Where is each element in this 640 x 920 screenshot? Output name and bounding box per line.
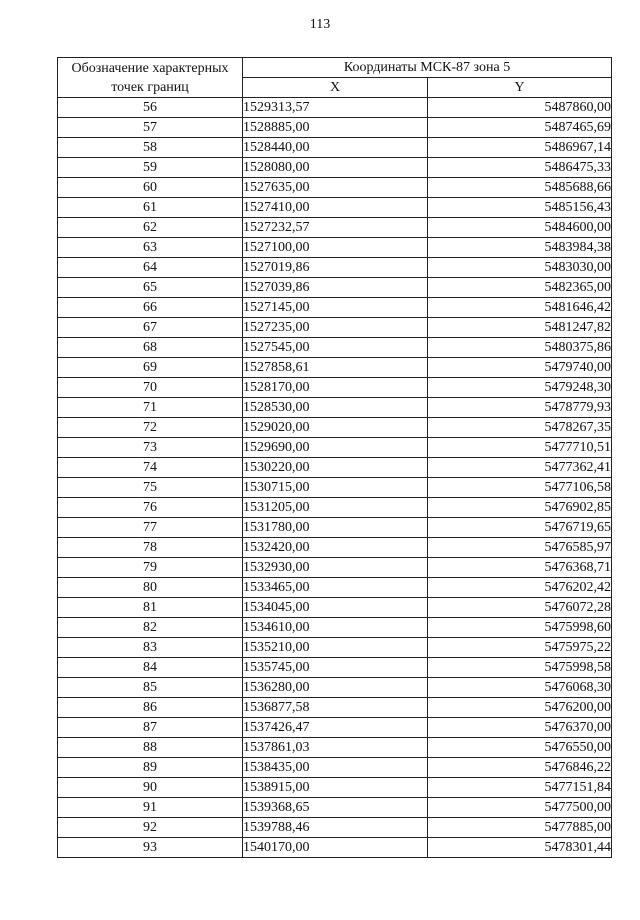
header-point-designation: Обозначение характерных точек границ <box>58 58 243 98</box>
point-cell: 74 <box>58 458 243 478</box>
x-cell: 1535210,00 <box>243 638 428 658</box>
header-y: Y <box>428 78 612 98</box>
table-row <box>58 678 612 698</box>
point-cell: 63 <box>58 238 243 258</box>
table-row <box>58 518 612 538</box>
point-cell: 91 <box>58 798 243 818</box>
point-cell: 85 <box>58 678 243 698</box>
x-cell: 1534610,00 <box>243 618 428 638</box>
x-cell: 1527858,61 <box>243 358 428 378</box>
table-row <box>58 498 612 518</box>
x-cell: 1527039,86 <box>243 278 428 298</box>
point-cell: 62 <box>58 218 243 238</box>
y-cell: 5478267,35 <box>428 418 612 438</box>
y-cell: 5480375,86 <box>428 338 612 358</box>
point-cell: 60 <box>58 178 243 198</box>
table-row <box>58 338 612 358</box>
header-x: X <box>243 78 428 98</box>
table-row <box>58 318 612 338</box>
point-cell: 58 <box>58 138 243 158</box>
point-cell: 92 <box>58 818 243 838</box>
table-row <box>58 298 612 318</box>
table-row <box>58 798 612 818</box>
table-row <box>58 358 612 378</box>
y-cell: 5486967,14 <box>428 138 612 158</box>
coordinates-table <box>57 57 612 858</box>
y-cell: 5475975,22 <box>428 638 612 658</box>
table-row <box>58 778 612 798</box>
y-cell: 5476550,00 <box>428 738 612 758</box>
table-row <box>58 378 612 398</box>
table-row <box>58 178 612 198</box>
table-row <box>58 98 612 118</box>
table-row <box>58 658 612 678</box>
y-cell: 5476719,65 <box>428 518 612 538</box>
x-cell: 1527410,00 <box>243 198 428 218</box>
table-row <box>58 558 612 578</box>
table-row <box>58 458 612 478</box>
table-row <box>58 438 612 458</box>
point-cell: 78 <box>58 538 243 558</box>
point-cell: 79 <box>58 558 243 578</box>
table-row <box>58 238 612 258</box>
y-cell: 5487465,69 <box>428 118 612 138</box>
x-cell: 1531205,00 <box>243 498 428 518</box>
x-cell: 1529313,57 <box>243 98 428 118</box>
point-cell: 61 <box>58 198 243 218</box>
y-cell: 5476585,97 <box>428 538 612 558</box>
x-cell: 1527635,00 <box>243 178 428 198</box>
table-row <box>58 738 612 758</box>
point-cell: 66 <box>58 298 243 318</box>
header-coordinates: Координаты МСК-87 зона 5 <box>243 58 612 78</box>
point-cell: 70 <box>58 378 243 398</box>
point-cell: 80 <box>58 578 243 598</box>
table-row <box>58 758 612 778</box>
y-cell: 5481247,82 <box>428 318 612 338</box>
table-row <box>58 698 612 718</box>
x-cell: 1527232,57 <box>243 218 428 238</box>
x-cell: 1532930,00 <box>243 558 428 578</box>
y-cell: 5476846,22 <box>428 758 612 778</box>
point-cell: 93 <box>58 838 243 858</box>
point-cell: 82 <box>58 618 243 638</box>
point-cell: 65 <box>58 278 243 298</box>
x-cell: 1539368,65 <box>243 798 428 818</box>
x-cell: 1532420,00 <box>243 538 428 558</box>
y-cell: 5485688,66 <box>428 178 612 198</box>
y-cell: 5487860,00 <box>428 98 612 118</box>
x-cell: 1529690,00 <box>243 438 428 458</box>
point-cell: 86 <box>58 698 243 718</box>
x-cell: 1528170,00 <box>243 378 428 398</box>
point-cell: 73 <box>58 438 243 458</box>
x-cell: 1537426,47 <box>243 718 428 738</box>
y-cell: 5476902,85 <box>428 498 612 518</box>
point-cell: 64 <box>58 258 243 278</box>
x-cell: 1534045,00 <box>243 598 428 618</box>
table-row <box>58 618 612 638</box>
point-cell: 72 <box>58 418 243 438</box>
point-cell: 81 <box>58 598 243 618</box>
point-cell: 77 <box>58 518 243 538</box>
table-row <box>58 578 612 598</box>
y-cell: 5475998,60 <box>428 618 612 638</box>
x-cell: 1535745,00 <box>243 658 428 678</box>
y-cell: 5477885,00 <box>428 818 612 838</box>
y-cell: 5485156,43 <box>428 198 612 218</box>
point-cell: 69 <box>58 358 243 378</box>
x-cell: 1528440,00 <box>243 138 428 158</box>
y-cell: 5476202,42 <box>428 578 612 598</box>
y-cell: 5483984,38 <box>428 238 612 258</box>
table-row <box>58 838 612 858</box>
point-cell: 90 <box>58 778 243 798</box>
y-cell: 5476368,71 <box>428 558 612 578</box>
point-cell: 68 <box>58 338 243 358</box>
x-cell: 1539788,46 <box>243 818 428 838</box>
y-cell: 5483030,00 <box>428 258 612 278</box>
x-cell: 1527019,86 <box>243 258 428 278</box>
x-cell: 1527545,00 <box>243 338 428 358</box>
point-cell: 57 <box>58 118 243 138</box>
x-cell: 1527235,00 <box>243 318 428 338</box>
x-cell: 1527145,00 <box>243 298 428 318</box>
table-row <box>58 598 612 618</box>
table-row <box>58 138 612 158</box>
x-cell: 1536280,00 <box>243 678 428 698</box>
x-cell: 1529020,00 <box>243 418 428 438</box>
y-cell: 5476068,30 <box>428 678 612 698</box>
table-row <box>58 398 612 418</box>
table-row <box>58 158 612 178</box>
point-cell: 76 <box>58 498 243 518</box>
x-cell: 1538435,00 <box>243 758 428 778</box>
table-row <box>58 278 612 298</box>
table-row <box>58 258 612 278</box>
x-cell: 1537861,03 <box>243 738 428 758</box>
y-cell: 5478779,93 <box>428 398 612 418</box>
x-cell: 1533465,00 <box>243 578 428 598</box>
table-row <box>58 418 612 438</box>
x-cell: 1528885,00 <box>243 118 428 138</box>
table-body <box>58 98 612 858</box>
point-cell: 67 <box>58 318 243 338</box>
x-cell: 1530220,00 <box>243 458 428 478</box>
point-cell: 56 <box>58 98 243 118</box>
point-cell: 75 <box>58 478 243 498</box>
y-cell: 5479740,00 <box>428 358 612 378</box>
x-cell: 1527100,00 <box>243 238 428 258</box>
y-cell: 5486475,33 <box>428 158 612 178</box>
point-cell: 88 <box>58 738 243 758</box>
y-cell: 5484600,00 <box>428 218 612 238</box>
y-cell: 5476200,00 <box>428 698 612 718</box>
y-cell: 5478301,44 <box>428 838 612 858</box>
table-row <box>58 478 612 498</box>
point-cell: 84 <box>58 658 243 678</box>
point-cell: 87 <box>58 718 243 738</box>
x-cell: 1538915,00 <box>243 778 428 798</box>
table-row <box>58 218 612 238</box>
point-cell: 71 <box>58 398 243 418</box>
point-cell: 83 <box>58 638 243 658</box>
y-cell: 5476370,00 <box>428 718 612 738</box>
point-cell: 59 <box>58 158 243 178</box>
page-number: 113 <box>309 17 331 32</box>
y-cell: 5477710,51 <box>428 438 612 458</box>
y-cell: 5476072,28 <box>428 598 612 618</box>
table-row <box>58 198 612 218</box>
table-row <box>58 538 612 558</box>
y-cell: 5477106,58 <box>428 478 612 498</box>
x-cell: 1530715,00 <box>243 478 428 498</box>
y-cell: 5482365,00 <box>428 278 612 298</box>
table-row <box>58 638 612 658</box>
x-cell: 1536877,58 <box>243 698 428 718</box>
y-cell: 5479248,30 <box>428 378 612 398</box>
x-cell: 1528080,00 <box>243 158 428 178</box>
point-cell: 89 <box>58 758 243 778</box>
table-row <box>58 718 612 738</box>
y-cell: 5477151,84 <box>428 778 612 798</box>
y-cell: 5477362,41 <box>428 458 612 478</box>
table-header-row <box>58 58 612 78</box>
y-cell: 5481646,42 <box>428 298 612 318</box>
x-cell: 1528530,00 <box>243 398 428 418</box>
x-cell: 1531780,00 <box>243 518 428 538</box>
table-row <box>58 818 612 838</box>
x-cell: 1540170,00 <box>243 838 428 858</box>
y-cell: 5477500,00 <box>428 798 612 818</box>
y-cell: 5475998,58 <box>428 658 612 678</box>
table-row <box>58 118 612 138</box>
